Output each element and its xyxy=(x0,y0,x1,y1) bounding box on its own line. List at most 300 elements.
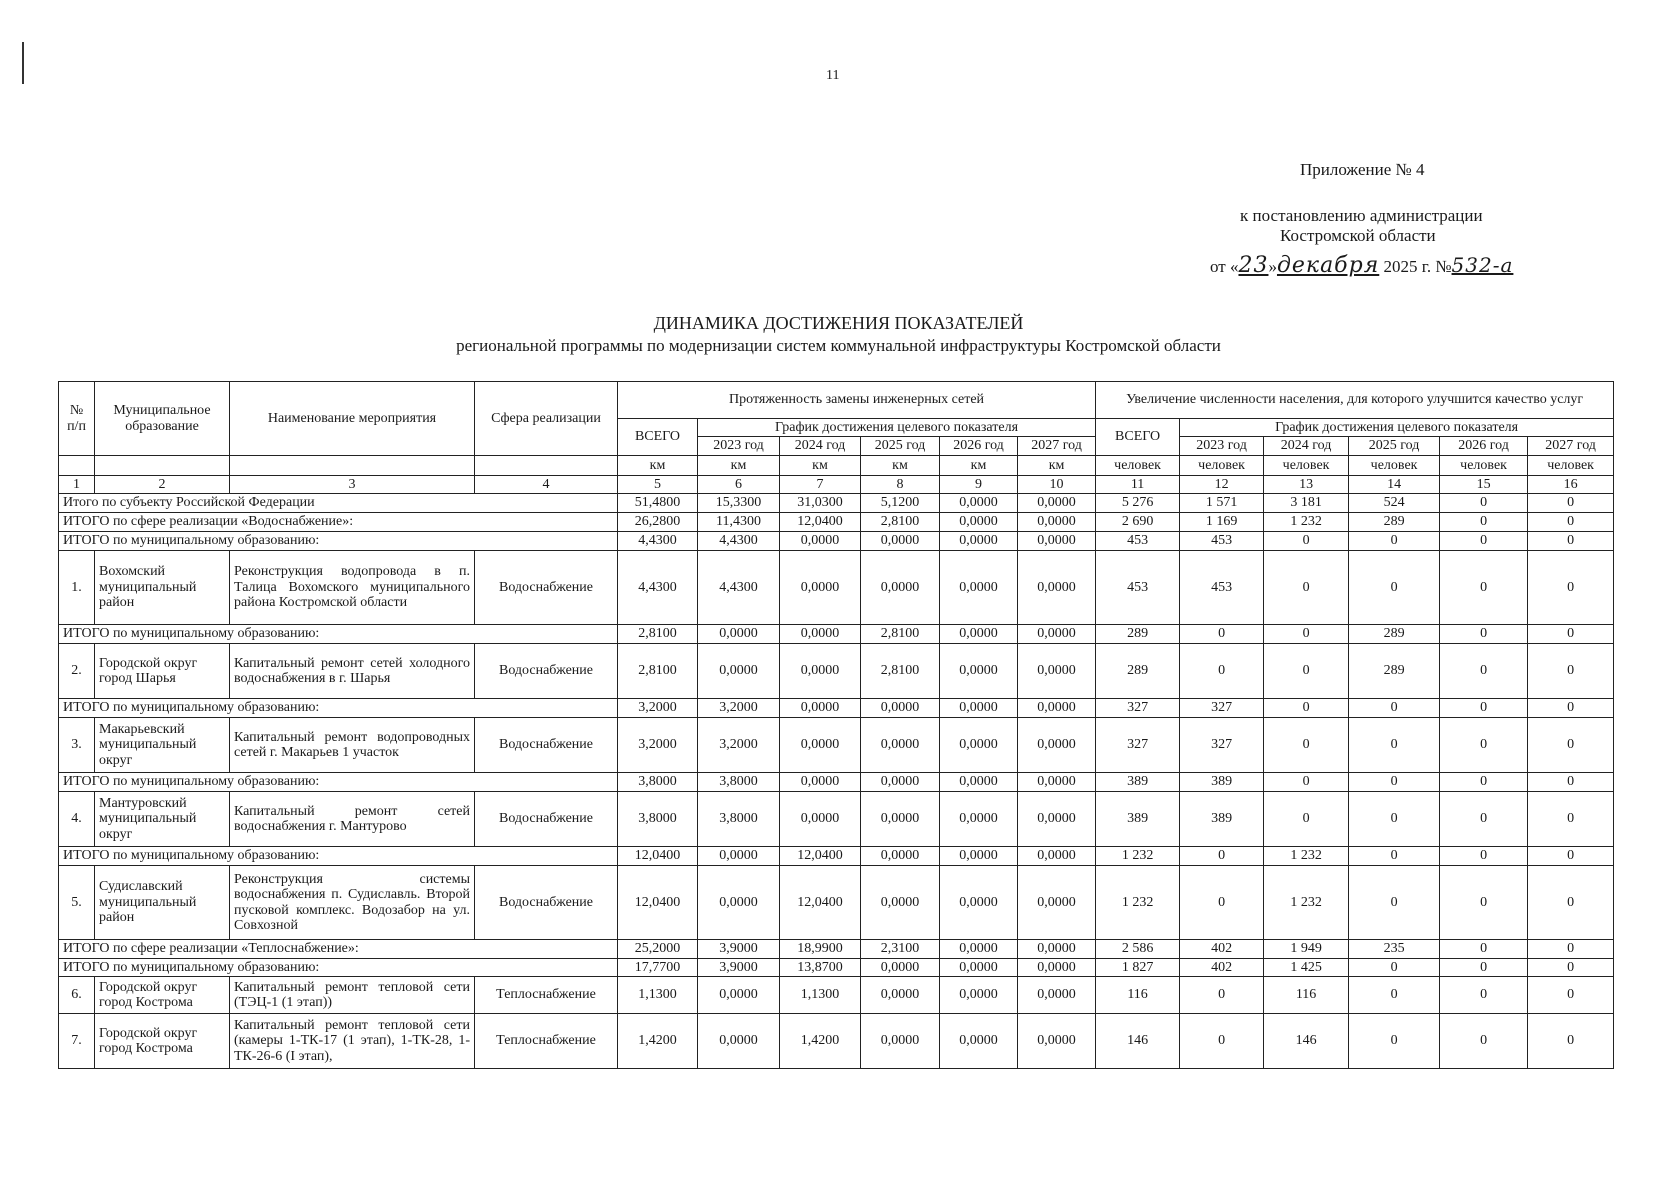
population-cell: 5 276 xyxy=(1096,494,1180,513)
population-cell: 1 425 xyxy=(1264,959,1349,977)
network-length-cell: 1,1300 xyxy=(618,977,698,1014)
header-year: 2025 год xyxy=(861,437,940,456)
network-length-cell: 0,0000 xyxy=(698,625,780,644)
sphere-cell: Водоснабжение xyxy=(475,551,618,625)
population-cell: 2 586 xyxy=(1096,940,1180,959)
header-year: 2025 год xyxy=(1349,437,1440,456)
decree-year: 2025 г. № xyxy=(1379,257,1452,276)
activity-cell: Реконструкция системы водоснабжения п. Судиславль. Второй пусковой комплекс. Водозабор на ул. Совхозной xyxy=(230,866,475,940)
header-unit: км xyxy=(698,456,780,476)
population-cell: 0 xyxy=(1440,847,1528,866)
network-length-cell: 0,0000 xyxy=(780,718,861,773)
table-row xyxy=(59,644,1614,699)
network-length-cell: 26,2800 xyxy=(618,513,698,532)
network-length-cell: 0,0000 xyxy=(780,551,861,625)
population-cell: 389 xyxy=(1180,773,1264,792)
municipality-cell: Городской округ город Шарья xyxy=(95,644,230,699)
sphere-cell: Теплоснабжение xyxy=(475,977,618,1014)
subtotal-label: ИТОГО по сфере реализации «Теплоснабжение»: xyxy=(59,940,618,959)
population-cell: 0 xyxy=(1264,551,1349,625)
table-row xyxy=(59,718,1614,773)
population-cell: 453 xyxy=(1180,532,1264,551)
row-number: 7. xyxy=(59,1014,95,1069)
column-number: 7 xyxy=(780,476,861,494)
header-units-row xyxy=(59,456,1614,476)
network-length-cell: 0,0000 xyxy=(1018,699,1096,718)
population-cell: 453 xyxy=(1180,551,1264,625)
document-title: ДИНАМИКА ДОСТИЖЕНИЯ ПОКАЗАТЕЛЕЙ xyxy=(653,313,1024,333)
population-cell: 0 xyxy=(1528,792,1614,847)
population-cell: 0 xyxy=(1349,718,1440,773)
decree-number: 532-а xyxy=(1451,253,1514,277)
population-cell: 0 xyxy=(1440,1014,1528,1069)
column-number: 16 xyxy=(1528,476,1614,494)
network-length-cell: 0,0000 xyxy=(1018,551,1096,625)
network-length-cell: 4,4300 xyxy=(698,532,780,551)
population-cell: 327 xyxy=(1096,718,1180,773)
network-length-cell: 12,0400 xyxy=(780,513,861,532)
network-length-cell: 0,0000 xyxy=(940,513,1018,532)
network-length-cell: 0,0000 xyxy=(861,866,940,940)
network-length-cell: 0,0000 xyxy=(861,699,940,718)
population-cell: 0 xyxy=(1440,940,1528,959)
subtotal-label: ИТОГО по муниципальному образованию: xyxy=(59,532,618,551)
population-cell: 0 xyxy=(1349,847,1440,866)
network-length-cell: 0,0000 xyxy=(1018,977,1096,1014)
population-cell: 0 xyxy=(1528,959,1614,977)
network-length-cell: 0,0000 xyxy=(940,644,1018,699)
population-cell: 0 xyxy=(1440,866,1528,940)
municipality-cell: Городской округ город Кострома xyxy=(95,977,230,1014)
population-cell: 0 xyxy=(1180,866,1264,940)
page-edge-mark xyxy=(22,42,24,84)
header-unit: км xyxy=(618,456,698,476)
population-cell: 235 xyxy=(1349,940,1440,959)
header-population-schedule: График достижения целевого показателя xyxy=(1180,419,1614,437)
network-length-cell: 2,8100 xyxy=(861,644,940,699)
network-length-cell: 3,8000 xyxy=(618,773,698,792)
population-cell: 0 xyxy=(1264,773,1349,792)
network-length-cell: 11,4300 xyxy=(698,513,780,532)
network-length-cell: 0,0000 xyxy=(1018,940,1096,959)
network-length-cell: 0,0000 xyxy=(940,1014,1018,1069)
population-cell: 0 xyxy=(1528,866,1614,940)
column-number: 8 xyxy=(861,476,940,494)
subtotal-row xyxy=(59,699,1614,718)
sphere-cell: Водоснабжение xyxy=(475,644,618,699)
subtotal-label: ИТОГО по сфере реализации «Водоснабжение»: xyxy=(59,513,618,532)
column-number: 14 xyxy=(1349,476,1440,494)
subtotal-label: ИТОГО по муниципальному образованию: xyxy=(59,847,618,866)
population-cell: 3 181 xyxy=(1264,494,1349,513)
decree-date-prefix: от « xyxy=(1210,257,1239,276)
column-number: 9 xyxy=(940,476,1018,494)
network-length-cell: 0,0000 xyxy=(940,847,1018,866)
network-length-cell: 17,7700 xyxy=(618,959,698,977)
network-length-cell: 12,0400 xyxy=(618,847,698,866)
header-unit: человек xyxy=(1528,456,1614,476)
header-unit: человек xyxy=(1180,456,1264,476)
population-cell: 1 169 xyxy=(1180,513,1264,532)
network-length-cell: 0,0000 xyxy=(1018,773,1096,792)
network-length-cell: 0,0000 xyxy=(861,773,940,792)
population-cell: 1 949 xyxy=(1264,940,1349,959)
population-cell: 0 xyxy=(1349,866,1440,940)
population-cell: 327 xyxy=(1096,699,1180,718)
population-cell: 0 xyxy=(1528,644,1614,699)
column-number: 13 xyxy=(1264,476,1349,494)
network-length-cell: 3,9000 xyxy=(698,940,780,959)
population-cell: 453 xyxy=(1096,532,1180,551)
column-number: 10 xyxy=(1018,476,1096,494)
network-length-cell: 4,4300 xyxy=(618,551,698,625)
network-length-cell: 18,9900 xyxy=(780,940,861,959)
table-row xyxy=(59,866,1614,940)
network-length-cell: 12,0400 xyxy=(780,866,861,940)
header-num: № п/п xyxy=(59,382,95,456)
population-cell: 453 xyxy=(1096,551,1180,625)
column-number: 11 xyxy=(1096,476,1180,494)
population-cell: 0 xyxy=(1264,644,1349,699)
population-cell: 0 xyxy=(1180,625,1264,644)
network-length-cell: 3,2000 xyxy=(618,699,698,718)
population-cell: 0 xyxy=(1264,625,1349,644)
population-cell: 1 827 xyxy=(1096,959,1180,977)
population-cell: 402 xyxy=(1180,940,1264,959)
population-cell: 1 571 xyxy=(1180,494,1264,513)
network-length-cell: 0,0000 xyxy=(780,625,861,644)
network-length-cell: 3,2000 xyxy=(698,699,780,718)
network-length-cell: 0,0000 xyxy=(861,718,940,773)
population-cell: 116 xyxy=(1096,977,1180,1014)
subtotal-label: ИТОГО по муниципальному образованию: xyxy=(59,959,618,977)
population-cell: 389 xyxy=(1180,792,1264,847)
population-cell: 0 xyxy=(1528,494,1614,513)
population-cell: 0 xyxy=(1349,551,1440,625)
network-length-cell: 0,0000 xyxy=(861,847,940,866)
activity-cell: Капитальный ремонт тепловой сети (камеры 1-ТК-17 (1 этап), 1-ТК-28, 1-ТК-26-6 (I этап), xyxy=(230,1014,475,1069)
population-cell: 0 xyxy=(1440,718,1528,773)
subtotal-row xyxy=(59,847,1614,866)
population-cell: 0 xyxy=(1440,532,1528,551)
network-length-cell: 0,0000 xyxy=(1018,644,1096,699)
header-population-total: ВСЕГО xyxy=(1096,419,1180,456)
network-length-cell: 0,0000 xyxy=(780,644,861,699)
header-year: 2026 год xyxy=(940,437,1018,456)
population-cell: 0 xyxy=(1528,551,1614,625)
population-cell: 0 xyxy=(1528,847,1614,866)
subtotal-label: Итого по субъекту Российской Федерации xyxy=(59,494,618,513)
population-cell: 0 xyxy=(1528,699,1614,718)
column-number: 3 xyxy=(230,476,475,494)
appendix-title: Приложение № 4 xyxy=(1300,160,1425,179)
population-cell: 146 xyxy=(1096,1014,1180,1069)
population-cell: 402 xyxy=(1180,959,1264,977)
population-cell: 2 690 xyxy=(1096,513,1180,532)
population-cell: 327 xyxy=(1180,699,1264,718)
network-length-cell: 0,0000 xyxy=(861,532,940,551)
header-unit: человек xyxy=(1264,456,1349,476)
header-unit: человек xyxy=(1440,456,1528,476)
network-length-cell: 0,0000 xyxy=(940,977,1018,1014)
network-length-cell: 0,0000 xyxy=(698,1014,780,1069)
network-length-cell: 3,8000 xyxy=(618,792,698,847)
network-length-cell: 13,8700 xyxy=(780,959,861,977)
column-number: 15 xyxy=(1440,476,1528,494)
network-length-cell: 0,0000 xyxy=(1018,959,1096,977)
population-cell: 0 xyxy=(1180,1014,1264,1069)
municipality-cell: Городской округ город Кострома xyxy=(95,1014,230,1069)
subtotal-row xyxy=(59,532,1614,551)
population-cell: 0 xyxy=(1528,977,1614,1014)
header-networks-group: Протяженность замены инженерных сетей xyxy=(618,382,1096,419)
network-length-cell: 4,4300 xyxy=(618,532,698,551)
network-length-cell: 3,8000 xyxy=(698,792,780,847)
network-length-cell: 0,0000 xyxy=(940,699,1018,718)
network-length-cell: 2,8100 xyxy=(861,625,940,644)
network-length-cell: 0,0000 xyxy=(698,977,780,1014)
column-number: 4 xyxy=(475,476,618,494)
column-number: 12 xyxy=(1180,476,1264,494)
header-year: 2024 год xyxy=(1264,437,1349,456)
municipality-cell: Судиславский муниципальный район xyxy=(95,866,230,940)
header-activity: Наименование мероприятия xyxy=(230,382,475,456)
population-cell: 0 xyxy=(1349,699,1440,718)
network-length-cell: 25,2000 xyxy=(618,940,698,959)
subtotal-row xyxy=(59,625,1614,644)
header-year: 2027 год xyxy=(1018,437,1096,456)
population-cell: 0 xyxy=(1528,625,1614,644)
network-length-cell: 0,0000 xyxy=(780,699,861,718)
network-length-cell: 0,0000 xyxy=(861,792,940,847)
decree-day: 23 xyxy=(1238,253,1269,278)
population-cell: 327 xyxy=(1180,718,1264,773)
table-header xyxy=(59,382,1614,494)
network-length-cell: 12,0400 xyxy=(618,866,698,940)
column-number: 5 xyxy=(618,476,698,494)
network-length-cell: 0,0000 xyxy=(861,1014,940,1069)
sphere-cell: Водоснабжение xyxy=(475,718,618,773)
page-number: 11 xyxy=(826,68,840,83)
network-length-cell: 4,4300 xyxy=(698,551,780,625)
network-length-cell: 0,0000 xyxy=(1018,866,1096,940)
decree-reference: к постановлению администрации xyxy=(1240,206,1483,225)
population-cell: 0 xyxy=(1440,625,1528,644)
row-number: 1. xyxy=(59,551,95,625)
sphere-cell: Водоснабжение xyxy=(475,866,618,940)
indicators-table xyxy=(58,381,1614,1069)
header-municipality: Муниципальное образование xyxy=(95,382,230,456)
network-length-cell: 0,0000 xyxy=(940,959,1018,977)
population-cell: 389 xyxy=(1096,792,1180,847)
network-length-cell: 0,0000 xyxy=(780,532,861,551)
network-length-cell: 0,0000 xyxy=(1018,847,1096,866)
network-length-cell: 0,0000 xyxy=(1018,532,1096,551)
subtotal-row xyxy=(59,959,1614,977)
population-cell: 0 xyxy=(1440,644,1528,699)
network-length-cell: 0,0000 xyxy=(940,866,1018,940)
network-length-cell: 0,0000 xyxy=(698,644,780,699)
header-unit: км xyxy=(1018,456,1096,476)
population-cell: 0 xyxy=(1528,1014,1614,1069)
network-length-cell: 0,0000 xyxy=(698,847,780,866)
row-number: 5. xyxy=(59,866,95,940)
population-cell: 116 xyxy=(1264,977,1349,1014)
population-cell: 289 xyxy=(1349,625,1440,644)
population-cell: 146 xyxy=(1264,1014,1349,1069)
table-row xyxy=(59,551,1614,625)
population-cell: 0 xyxy=(1180,644,1264,699)
population-cell: 0 xyxy=(1180,847,1264,866)
row-number: 3. xyxy=(59,718,95,773)
header-year: 2023 год xyxy=(698,437,780,456)
network-length-cell: 2,8100 xyxy=(618,644,698,699)
network-length-cell: 0,0000 xyxy=(861,977,940,1014)
population-cell: 0 xyxy=(1528,940,1614,959)
population-cell: 1 232 xyxy=(1096,847,1180,866)
decree-issuer: Костромской области xyxy=(1280,226,1436,245)
population-cell: 0 xyxy=(1349,773,1440,792)
subtotal-row xyxy=(59,494,1614,513)
subtotal-row xyxy=(59,513,1614,532)
activity-cell: Капитальный ремонт сетей водоснабжения г. Мантурово xyxy=(230,792,475,847)
population-cell: 0 xyxy=(1528,773,1614,792)
municipality-cell: Макарьевский муниципальный округ xyxy=(95,718,230,773)
population-cell: 0 xyxy=(1440,513,1528,532)
header-year: 2027 год xyxy=(1528,437,1614,456)
population-cell: 524 xyxy=(1349,494,1440,513)
subtotal-row xyxy=(59,773,1614,792)
population-cell: 289 xyxy=(1349,513,1440,532)
network-length-cell: 0,0000 xyxy=(861,959,940,977)
population-cell: 0 xyxy=(1440,494,1528,513)
population-cell: 0 xyxy=(1440,773,1528,792)
population-cell: 0 xyxy=(1440,959,1528,977)
population-cell: 0 xyxy=(1264,532,1349,551)
network-length-cell: 0,0000 xyxy=(940,551,1018,625)
network-length-cell: 0,0000 xyxy=(698,866,780,940)
activity-cell: Капитальный ремонт сетей холодного водоснабжения в г. Шарья xyxy=(230,644,475,699)
network-length-cell: 1,4200 xyxy=(780,1014,861,1069)
network-length-cell: 2,3100 xyxy=(861,940,940,959)
activity-cell: Реконструкция водопровода в п. Талица Вохомского муниципального района Костромской области xyxy=(230,551,475,625)
decree-month: декабря xyxy=(1276,253,1380,278)
population-cell: 0 xyxy=(1440,977,1528,1014)
population-cell: 0 xyxy=(1440,792,1528,847)
network-length-cell: 0,0000 xyxy=(1018,625,1096,644)
network-length-cell: 0,0000 xyxy=(940,494,1018,513)
network-length-cell: 1,4200 xyxy=(618,1014,698,1069)
sphere-cell: Теплоснабжение xyxy=(475,1014,618,1069)
network-length-cell: 15,3300 xyxy=(698,494,780,513)
population-cell: 1 232 xyxy=(1264,866,1349,940)
population-cell: 389 xyxy=(1096,773,1180,792)
population-cell: 0 xyxy=(1264,699,1349,718)
header-year: 2023 год xyxy=(1180,437,1264,456)
network-length-cell: 3,9000 xyxy=(698,959,780,977)
network-length-cell: 0,0000 xyxy=(1018,1014,1096,1069)
population-cell: 289 xyxy=(1349,644,1440,699)
network-length-cell: 0,0000 xyxy=(1018,792,1096,847)
subtotal-label: ИТОГО по муниципальному образованию: xyxy=(59,699,618,718)
network-length-cell: 0,0000 xyxy=(1018,513,1096,532)
network-length-cell: 2,8100 xyxy=(618,625,698,644)
population-cell: 289 xyxy=(1096,644,1180,699)
population-cell: 1 232 xyxy=(1264,847,1349,866)
header-sphere: Сфера реализации xyxy=(475,382,618,456)
subtotal-label: ИТОГО по муниципальному образованию: xyxy=(59,773,618,792)
network-length-cell: 0,0000 xyxy=(780,773,861,792)
column-number: 6 xyxy=(698,476,780,494)
header-unit: км xyxy=(861,456,940,476)
document-subtitle: региональной программы по модернизации систем коммунальной инфраструктуры Костромской области xyxy=(456,336,1221,355)
population-cell: 0 xyxy=(1440,699,1528,718)
header-population-group: Увеличение численности населения, для которого улучшится качество услуг xyxy=(1096,382,1614,419)
population-cell: 0 xyxy=(1264,718,1349,773)
population-cell: 0 xyxy=(1528,718,1614,773)
network-length-cell: 51,4800 xyxy=(618,494,698,513)
header-networks-total: ВСЕГО xyxy=(618,419,698,456)
municipality-cell: Вохомский муниципальный район xyxy=(95,551,230,625)
subtotal-label: ИТОГО по муниципальному образованию: xyxy=(59,625,618,644)
table-row xyxy=(59,1014,1614,1069)
network-length-cell: 1,1300 xyxy=(780,977,861,1014)
network-length-cell: 5,1200 xyxy=(861,494,940,513)
header-year: 2024 год xyxy=(780,437,861,456)
sphere-cell: Водоснабжение xyxy=(475,792,618,847)
population-cell: 0 xyxy=(1349,959,1440,977)
table-row xyxy=(59,977,1614,1014)
table-body xyxy=(59,494,1614,1069)
decree-date-mid: » xyxy=(1268,257,1277,276)
network-length-cell: 0,0000 xyxy=(940,532,1018,551)
column-number: 2 xyxy=(95,476,230,494)
header-unit: км xyxy=(780,456,861,476)
column-number: 1 xyxy=(59,476,95,494)
table-row xyxy=(59,792,1614,847)
network-length-cell: 2,8100 xyxy=(861,513,940,532)
header-year: 2026 год xyxy=(1440,437,1528,456)
municipality-cell: Мантуровский муниципальный округ xyxy=(95,792,230,847)
network-length-cell: 0,0000 xyxy=(940,773,1018,792)
population-cell: 1 232 xyxy=(1096,866,1180,940)
population-cell: 0 xyxy=(1528,513,1614,532)
header-unit: человек xyxy=(1096,456,1180,476)
row-number: 4. xyxy=(59,792,95,847)
row-number: 6. xyxy=(59,977,95,1014)
population-cell: 0 xyxy=(1440,551,1528,625)
population-cell: 0 xyxy=(1180,977,1264,1014)
header-unit: человек xyxy=(1349,456,1440,476)
network-length-cell: 0,0000 xyxy=(1018,718,1096,773)
header-unit: км xyxy=(940,456,1018,476)
population-cell: 289 xyxy=(1096,625,1180,644)
network-length-cell: 0,0000 xyxy=(940,625,1018,644)
network-length-cell: 0,0000 xyxy=(780,792,861,847)
population-cell: 0 xyxy=(1528,532,1614,551)
network-length-cell: 0,0000 xyxy=(1018,494,1096,513)
network-length-cell: 3,2000 xyxy=(698,718,780,773)
column-numbers-row xyxy=(59,476,1614,494)
population-cell: 0 xyxy=(1349,977,1440,1014)
header-networks-schedule: График достижения целевого показателя xyxy=(698,419,1096,437)
population-cell: 0 xyxy=(1349,532,1440,551)
network-length-cell: 31,0300 xyxy=(780,494,861,513)
row-number: 2. xyxy=(59,644,95,699)
network-length-cell: 12,0400 xyxy=(780,847,861,866)
network-length-cell: 3,8000 xyxy=(698,773,780,792)
population-cell: 0 xyxy=(1349,1014,1440,1069)
